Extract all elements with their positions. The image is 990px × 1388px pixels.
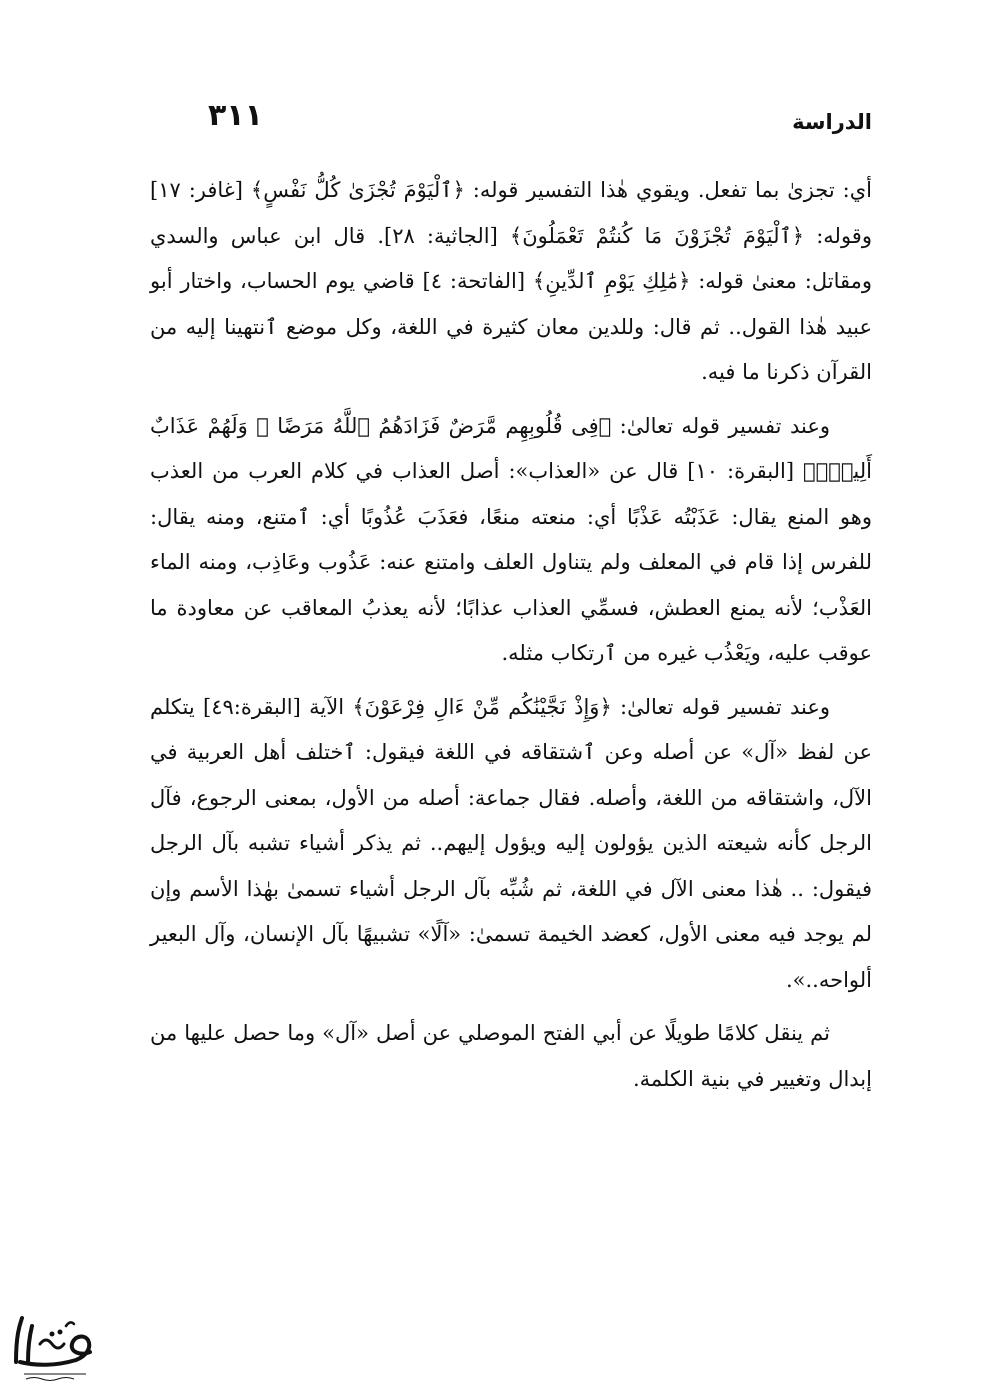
paragraph: وعند تفسير قوله تعالىٰ: ﴿وَإِذْ نَجَّيْنَٰكُم مِّنْ ءَالِ فِرْعَوْنَ﴾ الآية [البقرة:٤٩] يتكلم عن لفظ «آل» عن أصله وعن ٱشتقاقه في اللغة فيقول: ٱختلف أهل العربية في الآل، واشتقاقه من اللغة، وأصله. فقال جماعة: أصله من الأول، بمعنى الرجوع، فآل الرجل كأنه شيعته الذين يؤولون إليه ويؤول إليهم.. ثم يذكر أشياء تشبه بآل الرجل فيقول: .. هٰذا معنى الآل في اللغة، ثم شُبِّه بآل الرجل أشياء تسمىٰ بهٰذا الأسم وإن لم يوجد فيه معنى الأول، كعضد الخيمة تسمىٰ: «آلًا» تشبيهًا بآل الإنسان، وآل البعير ألواحه..».: [150, 694, 873, 992]
paragraph: ثم ينقل كلامًا طويلًا عن أبي الفتح الموصلي عن أصل «آل» وما حصل عليها من إبدال وتغيير في بنية الكلمة.: [150, 1021, 872, 1091]
page-number: ٣١١: [208, 98, 263, 133]
paragraph: وعند تفسير قوله تعالىٰ: ﴿فِى قُلُوبِهِم مَّرَضٌ فَزَادَهُمُ ٱللَّهُ مَرَضًا ۖ وَلَهُمْ عَذَابٌ أَلِيمٌۢ﴾ [البقرة: ١٠] قال عن «العذاب»: أصل العذاب في كلام العرب من العذب وهو المنع يقال: عَذَبْتُه عَذْبًا أي: منعته منعًا، فعَذَبَ عُذُوبًا أي: ٱمتنع، ومنه يقال: للفرس إذا قام في المعلف ولم يتناول العلف وامتنع عنه: عَذُوب وعَاذِب، ومنه الماء العَذْب؛ لأنه يمنع العطش، فسمِّي العذاب عذابًا؛ لأنه يعذبُ المعاقب عن معاودة ما عوقب عليه، ويَعْذُب غيره من ٱرتكاب مثله.: [150, 413, 872, 665]
page-header: [150, 98, 872, 148]
calligraphy-logo-icon: [6, 1304, 102, 1384]
body-text: [150, 168, 872, 1110]
running-title: الدراسة: [792, 110, 872, 134]
paragraph: أي: تجزىٰ بما تفعل. ويقوي هٰذا التفسير قوله: ﴿ٱلْيَوْمَ تُجْزَىٰ كُلُّ نَفْسٍ﴾ [غافر: ١٧] وقوله: ﴿ٱلْيَوْمَ تُجْزَوْنَ مَا كُنتُمْ تَعْمَلُونَ﴾ [الجاثية: ٢٨]. قال ابن عباس والسدي ومقاتل: معنىٰ قوله: ﴿مَٰلِكِ يَوْمِ ٱلدِّينِ﴾ [الفاتحة: ٤] قاضي يوم الحساب، واختار أبو عبيد هٰذا القول.. ثم قال: وللدين معان كثيرة في اللغة، وكل موضع ٱنتهينا إليه من القرآن ذكرنا ما فيه.: [150, 178, 872, 384]
